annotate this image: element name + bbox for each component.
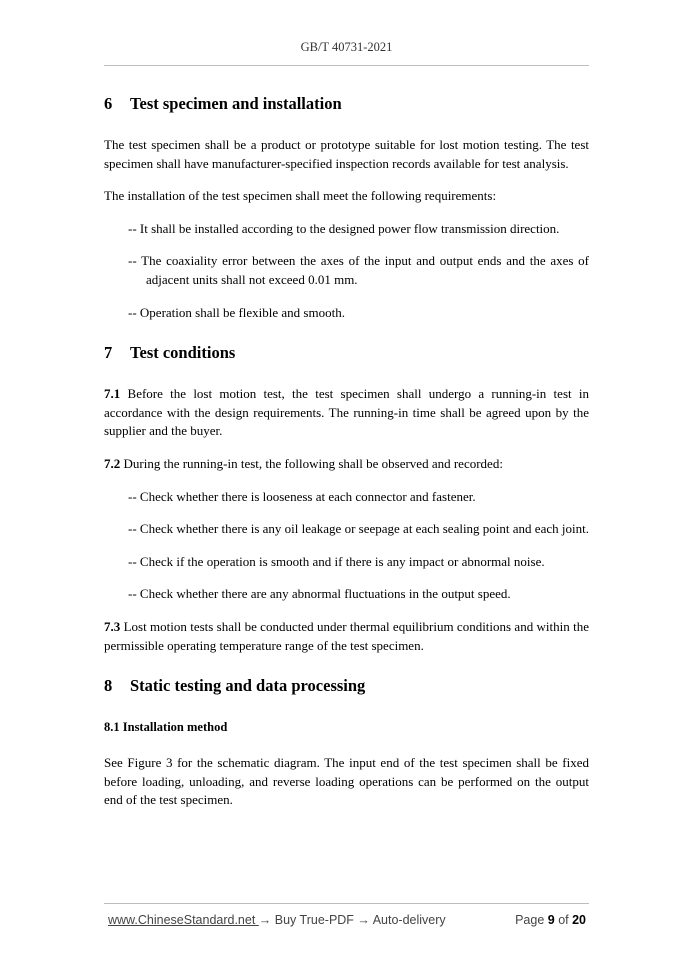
page-content [104,93,589,810]
clause-7-1 [104,385,589,441]
clause-7-3 [104,618,589,655]
list-item: -- Check whether there is looseness at each connector and fastener. [128,488,476,504]
section-title: Test conditions [130,343,236,363]
list-item: -- Check if the operation is smooth and if there is any impact or abnormal noise. [128,553,545,569]
list-item: -- It shall be installed according to the designed power flow transmission direction. [128,220,560,236]
subsection-8-1-heading: 8.1 Installation method [104,720,228,735]
page-number [515,913,586,927]
total-pages: 20 [572,913,586,927]
page-label: Page [515,913,548,927]
clause-number: 7.1 [104,386,121,402]
page-footer [108,913,586,931]
section-number: 7 [104,343,113,363]
arrow-right-icon: → [357,913,370,927]
list-item: -- Check whether there are any abnormal fluctuations in the output speed. [128,586,511,602]
section-6-heading [104,93,589,115]
section-title: Test specimen and installation [130,94,342,113]
section-6-paragraph-2: The installation of the test specimen shall meet the following requirements: [104,188,497,204]
website-link[interactable]: www.ChineseStandard.net [108,913,259,927]
section-number: 6 [104,94,113,113]
clause-text: Before the lost motion test, the test specimen shall undergo a running-in test in accordance with the design requirements. The running-in time shall be agreed upon by the supplier and the buyer. [104,386,589,439]
list-item: -- The coaxiality error between the axes of the input and output ends and the axes of adjacent units shall not exceed 0.01 mm. [128,253,589,287]
section-8-paragraph-1: See Figure 3 for the schematic diagram. The input end of the test specimen shall be fixed before loading, unloading, and reverse loading operations can be performed on the output end of the test specimen. [104,755,589,808]
document-code: GB/T 40731-2021 [300,40,393,54]
list-item: -- Operation shall be flexible and smooth. [128,304,345,320]
list-item: -- Check whether there is any oil leakage or seepage at each sealing point and each joint. [128,521,589,537]
clause-text: During the running-in test, the following shall be observed and recorded: [120,455,503,471]
arrow-right-icon: → [258,913,272,927]
section-8-heading [104,675,589,697]
footer-promo [108,913,446,927]
clause-7-2 [104,455,589,474]
section-6-paragraph-1: The test specimen shall be a product or prototype suitable for lost motion testing. The test specimen shall have manufacturer-specified inspection records available for test analysis. [104,137,589,171]
section-title: Static testing and data processing [130,676,366,696]
clause-number: 7.2 [104,455,121,471]
clause-number: 7.3 [104,618,121,634]
buy-text: Buy True-PDF [271,913,358,927]
delivery-text: Auto-delivery [369,913,446,927]
section-number: 8 [104,676,113,696]
section-7-heading [104,342,589,364]
of-label: of [554,913,573,927]
clause-text: Lost motion tests shall be conducted under thermal equilibrium conditions and within the permissible operating temperature range of the test specimen. [104,618,589,653]
header-divider [104,65,589,66]
footer-divider [104,903,589,904]
current-page: 9 [547,913,555,927]
